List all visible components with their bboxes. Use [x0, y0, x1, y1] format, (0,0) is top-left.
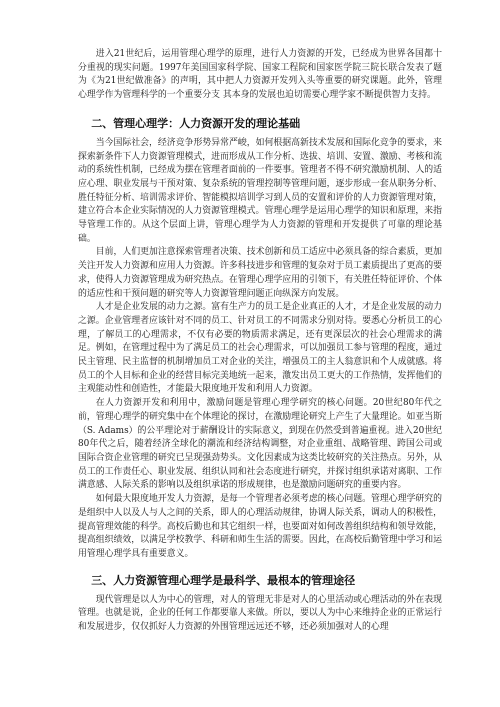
body-paragraph: 人才是企业发展的动力之源。富有生产力的员工是企业真正的人才，才是企业发展的动力之源。企业管理者应该针对不同的员工、针对员工的不同需求分别对待。要悉心分析员工的心理，了解员工的心理需求，不仅有必要的物质需求满足，还有更深层次的社会心理需求的满足。例如，在管理过程中为了满足员工的社会心理需求，可以加强员工参与管理的程度，通过民主管理、民主监督的机制增加员工对企业的关注，增强员工的主人翁意识和个人成就感。将员工的个人目标和企业的经营目标完美地统一起来，激发出员工更大的工作热情，发挥他们的主观能动性和创造性，才能最大限度地开发和利用人力资源。 — [78, 302, 442, 395]
body-paragraph: 目前，人们更加注意探索管理者决策、技术创新和员工适应中必须具备的综合素质，更加关注开发人力资源和应用人力资源。许多科技进步和管理的复杂对于员工素质提出了更高的要求，使得人力资源管理成为研究热点。在管理心理学应用的引领下，有关胜任特征评价、个体的适应性和干预问题的研究等人力资源管理问题正向纵深方向发展。 — [78, 247, 442, 299]
body-paragraph: 如何最大限度地开发人力资源，是每一个管理者必须考虑的核心问题。管理心理学研究的是组织中人以及人与人之间的关系，即人的心理活动规律，协调人际关系，调动人的积极性，提高管理效能的科学。高校后勤也和其它组织一样，也要面对如何改善组织结构和领导效能，提高组织绩效，以满足学校教学、科研和师生生活的需要。因此，在高校后勤管理中学习和运用管理心理学具有重要意义。 — [78, 494, 442, 559]
body-paragraph: 当今国际社会，经济竞争形势异常严峻，如何根据高新技术发展和国际化竞争的要求，来探索新条件下人力资源管理模式，进而形成从工作分析、选拔、培训、安置、激励、考核和流动的系统性机制，已经成为摆在管理者面前的一件要事。管理者不得不研究激励机制、人的适应心理、职业发展与干预对策、复杂系统的管理控制等管理问题，逐步形成一套从职务分析、胜任特征分析、培训需求评价、智能模拟培训学习到人员的安置和评价的人力资源管理对策，建立符合本企业实际情况的人力资源管理模式。管理心理学是运用心理学的知识和原理，来指导管理工作的。从这个层面上讲，管理心理学为人力资源的管理和开发提供了可靠的理论基础。 — [78, 137, 442, 244]
body-paragraph: 在人力资源开发和利用中，激励问题是管理心理学研究的核心问题。20世纪80年代之前，管理心理学的研究集中在个体理论的探讨，在激励理论研究上产生了大量理论。如亚当斯（S. Adams）的公平理论对于薪酬设计的实际意义，到现在仍然受到普遍重视。进入20世纪80年代之后，随着经济全球化的潮流和经济结构调整，对企业重组、战略管理、跨国公司或国际合资企业管理的研究已呈现强劲势头。文化因素成为这类比较研究的关注热点。另外，从员工的工作责任心、职业发展、组织认同和社会态度进行研究，并探讨组织承诺对离职、工作满意感、人际关系的影响以及组织承诺的形成规律，也是激励问题研究的重要内容。 — [78, 398, 442, 491]
section-heading-management: 三、人力资源管理心理学是最科学、最根本的管理途径 — [91, 573, 356, 587]
intro-paragraph: 进入21世纪后，运用管理心理学的原理，进行人力资源的开发，已经成为世界各国都十分重视的现实问题。1997年美国国家科学院、国家工程院和国家医学院三院长联合发表了题为《为21世纪做准备》的声明，其中把人力资源开发列入头等重要的研究课题。此外，管理心理学作为管理科学的一个重要分支 其本身的发展也迫切需要心理学家不断提供智力支持。 — [78, 49, 442, 101]
section-heading-theory: 二、管理心理学：人力资源开发的理论基础 — [91, 116, 301, 130]
body-paragraph: 现代管理是以人为中心的管理，对人的管理无非是对人的心里活动或心理活动的外在表现管理。也就是说，企业的任何工作都要靠人来做。所以，要以人为中心来维持企业的正常运行和发展进步，仅仅抓好人力资源的外围管理远远还不够，还必须加强对人的心理 — [78, 594, 442, 633]
